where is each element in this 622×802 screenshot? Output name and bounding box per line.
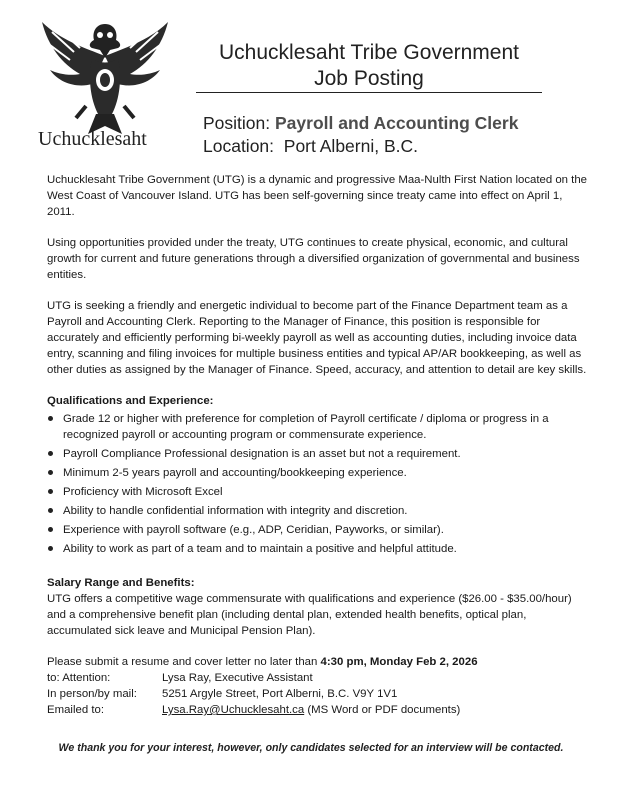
qualification-text: Grade 12 or higher with preference for completion of Payroll certificate / diploma or progress in a recognized payroll or accounting program or commensurate experience.	[63, 413, 549, 441]
list-item	[63, 522, 587, 538]
bullet-icon	[48, 451, 53, 456]
opportunity-paragraph: Using opportunities provided under the treaty, UTG continues to create physical, economic, and cultural growth for current and future generations through a diversified organization of governmental and business entities.	[47, 237, 580, 281]
attention-value: Lysa Ray, Executive Assistant	[162, 672, 313, 684]
email-note: (MS Word or PDF documents)	[304, 704, 461, 716]
qualification-text: Payroll Compliance Professional designation is an asset but not a requirement.	[63, 448, 461, 460]
deadline: 4:30 pm, Monday Feb 2, 2026	[320, 656, 478, 668]
mail-row	[47, 686, 587, 702]
mail-address: 5251 Argyle Street, Port Alberni, B.C. V9Y 1V1	[162, 688, 398, 700]
posting-body	[47, 172, 587, 718]
attention-row	[47, 670, 587, 686]
bullet-icon	[48, 489, 53, 494]
mail-label: In person/by mail:	[47, 688, 137, 700]
list-item	[63, 411, 587, 443]
position-line	[203, 113, 518, 134]
thunderbird-logo-icon	[40, 18, 170, 138]
qualification-text: Experience with payroll software (e.g., ADP, Ceridian, Payworks, or similar).	[63, 524, 444, 536]
organization-title: Uchucklesaht Tribe Government	[219, 41, 519, 64]
salary-text: UTG offers a competitive wage commensurate with qualifications and experience ($26.00 - $35.00/hour) and a comprehensive benefit plan (including dental plan, extended health benefits, optical plan, accumulated sick leave and Municipal Pension Plan).	[47, 593, 572, 637]
list-item	[63, 465, 587, 481]
position-label: Position:	[203, 113, 271, 133]
bullet-icon	[48, 470, 53, 475]
location-value: Port Alberni, B.C.	[283, 136, 418, 156]
salary-heading: Salary Range and Benefits:	[47, 577, 195, 589]
title-divider	[196, 92, 542, 93]
email-link[interactable]: Lysa.Ray@Uchucklesaht.ca	[162, 704, 305, 716]
submission-intro	[47, 654, 587, 670]
list-item	[63, 503, 587, 519]
email-label: Emailed to:	[47, 704, 104, 716]
location-label: Location:	[203, 136, 275, 156]
position-value: Payroll and Accounting Clerk	[275, 113, 519, 133]
list-item	[63, 484, 587, 500]
bullet-icon	[48, 527, 53, 532]
qualification-text: Minimum 2-5 years payroll and accounting/bookkeeping experience.	[63, 467, 407, 479]
email-row	[47, 702, 587, 718]
list-item	[63, 446, 587, 462]
page-title	[196, 40, 542, 92]
footer-note: We thank you for your interest, however, only candidates selected for an interview will be contacted.	[58, 742, 564, 754]
role-paragraph: UTG is seeking a friendly and energetic individual to become part of the Finance Department team as a Payroll and Accounting Clerk. Reporting to the Manager of Finance, this position is responsible for accurately and efficiently performing bi-weekly payroll as well as accounting duties, including invoice data entry, scanning and filing invoices for multiple business entities and typical AP/AR bookkeeping, as well as other duties as assigned by the Manager of Finance. Speed, accuracy, and attention to detail are key skills.	[47, 300, 587, 376]
bullet-icon	[48, 546, 53, 551]
bullet-icon	[48, 508, 53, 513]
attention-label: to: Attention:	[47, 672, 111, 684]
submission-intro-text: Please submit a resume and cover letter no later than	[47, 656, 321, 668]
list-item	[63, 541, 587, 557]
bullet-icon	[48, 416, 53, 421]
location-line	[203, 136, 418, 157]
job-posting-heading: Job Posting	[314, 67, 424, 90]
qualification-text: Ability to work as part of a team and to maintain a positive and helpful attitude.	[63, 543, 457, 555]
qualification-text: Ability to handle confidential information with integrity and discretion.	[63, 505, 408, 517]
intro-paragraph: Uchucklesaht Tribe Government (UTG) is a dynamic and progressive Maa-Nulth First Nation located on the West Coast of Vancouver Island. UTG has been self-governing since treaty came into effect on April 1, 2011.	[47, 174, 588, 218]
qualification-text: Proficiency with Microsoft Excel	[63, 486, 223, 498]
qualifications-list	[47, 411, 587, 557]
qualifications-heading: Qualifications and Experience:	[47, 395, 214, 407]
logo-wordmark: Uchucklesaht	[38, 128, 147, 150]
